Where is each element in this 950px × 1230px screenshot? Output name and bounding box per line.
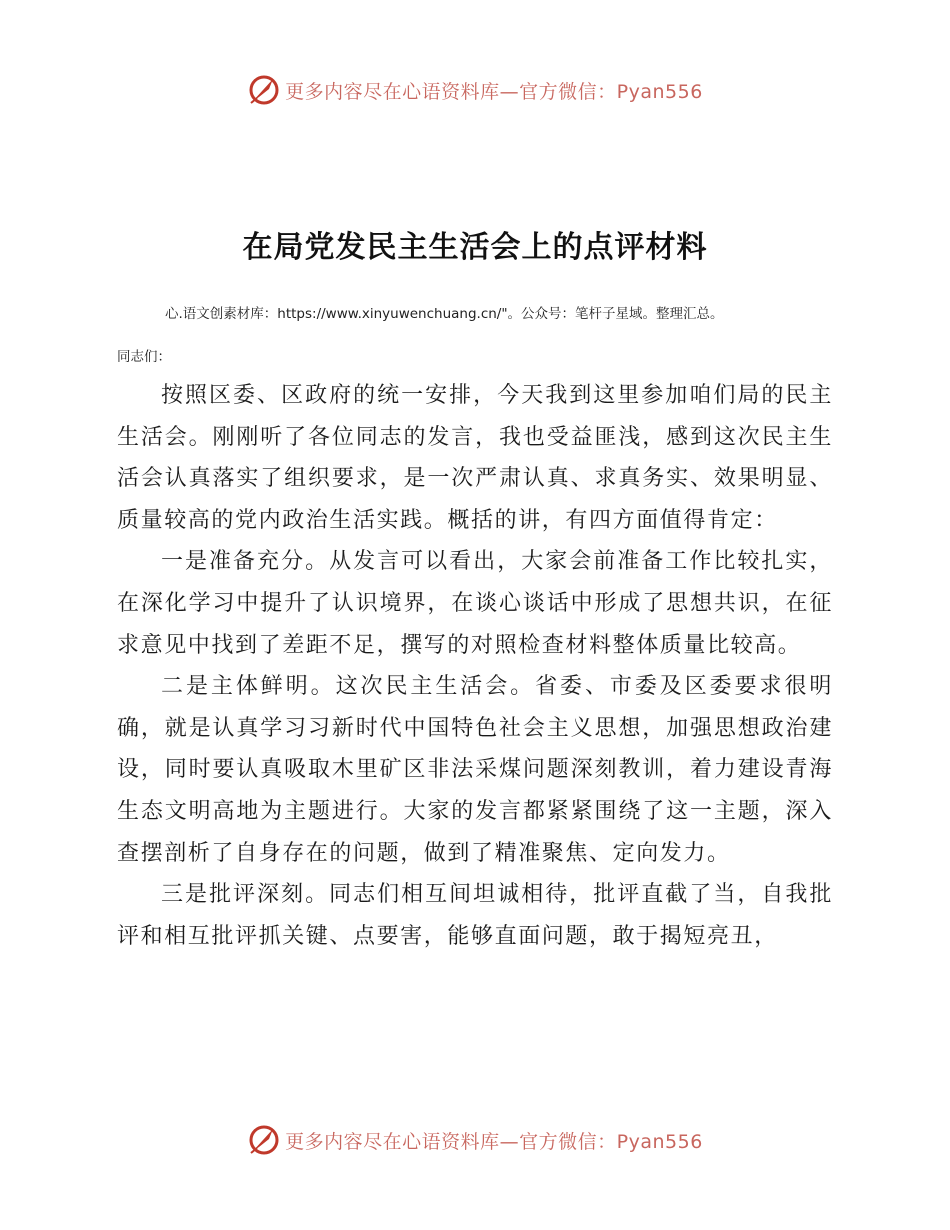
watermark-text: 更多内容尽在心语资料库—官方微信：Pyan556 — [285, 1130, 703, 1153]
document-title: 在局党发民主生活会上的点评材料 — [242, 230, 708, 265]
paragraph: 三是批评深刻。同志们相互间坦诚相待，批评直截了当，自我批评和相互批评抓关键、点要害，能够直面问题，敢于揭短亮丑， — [117, 882, 833, 949]
quill-logo-icon — [247, 73, 281, 107]
footer-watermark — [0, 1120, 950, 1160]
document-body — [117, 375, 833, 957]
paragraph: 二是主体鲜明。这次民主生活会。省委、市委及区委要求很明确，就是认真学习习新时代中国特色社会主义思想，加强思想政治建设，同时要认真吸取木里矿区非法采煤问题深刻教训，着力建设青海生态文明高地为主题进行。大家的发言都紧紧围绕了这一主题，深入查摆剖析了自身存在的问题，做到了精准聚焦、定向发力。 — [117, 674, 833, 866]
quill-logo-icon — [247, 1123, 281, 1157]
paragraph: 按照区委、区政府的统一安排，今天我到这里参加咱们局的民主生活会。刚刚听了各位同志的发言，我也受益匪浅，感到这次民主生活会认真落实了组织要求，是一次严肃认真、求真务实、效果明显、质量较高的党内政治生活实践。概括的讲，有四方面值得肯定： — [117, 383, 833, 533]
paragraph: 一是准备充分。从发言可以看出，大家会前准备工作比较扎实，在深化学习中提升了认识境界，在谈心谈话中形成了思想共识，在征求意见中找到了差距不足，撰写的对照检查材料整体质量比较高。 — [117, 549, 833, 658]
header-watermark — [0, 70, 950, 110]
greeting: 同志们： — [117, 349, 171, 365]
watermark-text: 更多内容尽在心语资料库—官方微信：Pyan556 — [285, 80, 703, 103]
source-note: 心.语文创素材库：https://www.xinyuwenchuang.cn/"。公众号：笔杆子星域。整理汇总。 — [165, 306, 724, 322]
